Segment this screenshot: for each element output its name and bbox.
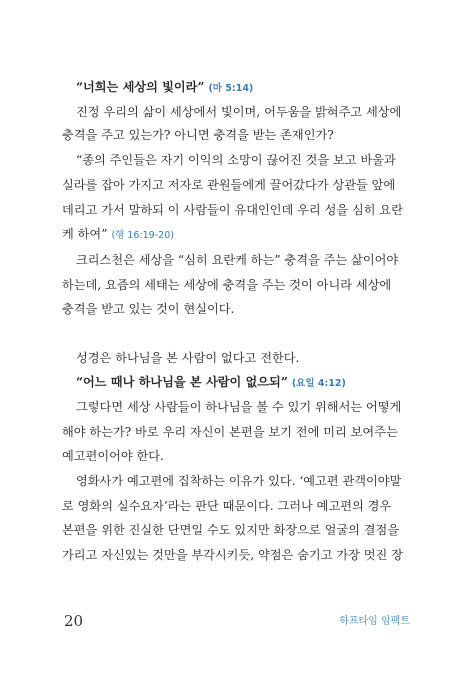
body-line: “종의 주인들은 자기 이익의 소망이 끊어진 것을 보고 바울과 xyxy=(76,153,396,167)
body-line: 영화사가 예고편에 집착하는 이유가 있다. ‘예고편 관객이야말 xyxy=(76,474,402,488)
body-line: 가리고 자신있는 것만을 부각시키듯, 약점은 숨기고 가장 멋진 장 xyxy=(62,548,403,562)
quote-text: “너희는 세상의 빛이라” xyxy=(76,80,205,94)
quote-text: 케 하여” xyxy=(62,227,108,241)
quote-text: “어느 때나 하나님을 본 사람이 없으되” xyxy=(76,375,288,389)
body-line: 크리스천은 세상을 “심히 요란케 하는” 충격을 주는 삶이어야 xyxy=(76,253,399,267)
body-line: 그렇다면 세상 사람들이 하나님을 볼 수 있기 위해서는 어떻게 xyxy=(76,400,402,414)
body-line: 충격을 주고 있는가? 아니면 충격을 받는 존재인가? xyxy=(62,128,334,142)
scripture-quote-line xyxy=(76,374,402,392)
body-line: 해야 하는가? 바로 우리 자신이 본편을 보기 전에 미리 보여주는 xyxy=(62,425,398,439)
scripture-quote-line xyxy=(76,79,402,97)
body-line: 진정 우리의 삶이 세상에서 빛이며, 어두움을 밝혀주고 세상에 xyxy=(76,105,402,119)
body-line: 본편을 위한 진실한 단면일 수도 있지만 화장으로 얼굴의 결점을 xyxy=(62,523,400,537)
body-line: 데리고 가서 말하되 이 사람들이 유대인인데 우리 성을 심히 요란 xyxy=(62,203,403,217)
body-line: 로 영화의 실수요자’라는 판단 때문이다. 그러나 예고편의 경우 xyxy=(62,499,392,513)
running-head: 하프타임 임팩트 xyxy=(339,616,410,627)
body-line: 충격을 받고 있는 것이 현실이다. xyxy=(62,302,235,316)
scripture-reference: (행 16:19-20) xyxy=(111,230,174,241)
scripture-quote-end-line xyxy=(62,226,402,244)
body-line: 하는데, 요즘의 세태는 세상에 충격을 주는 것이 아니라 세상에 xyxy=(62,278,392,292)
page-number: 20 xyxy=(64,612,84,630)
body-line: 실라를 잡아 가지고 저자로 관원들에게 끌어갔다가 상관들 앞에 xyxy=(62,178,396,192)
scripture-reference: (마 5:14) xyxy=(208,83,254,94)
scripture-reference: (요일 4:12) xyxy=(291,378,346,389)
body-line: 성경은 하나님을 본 사람이 없다고 전한다. xyxy=(76,351,300,365)
body-line: 예고편이어야 한다. xyxy=(62,449,164,463)
